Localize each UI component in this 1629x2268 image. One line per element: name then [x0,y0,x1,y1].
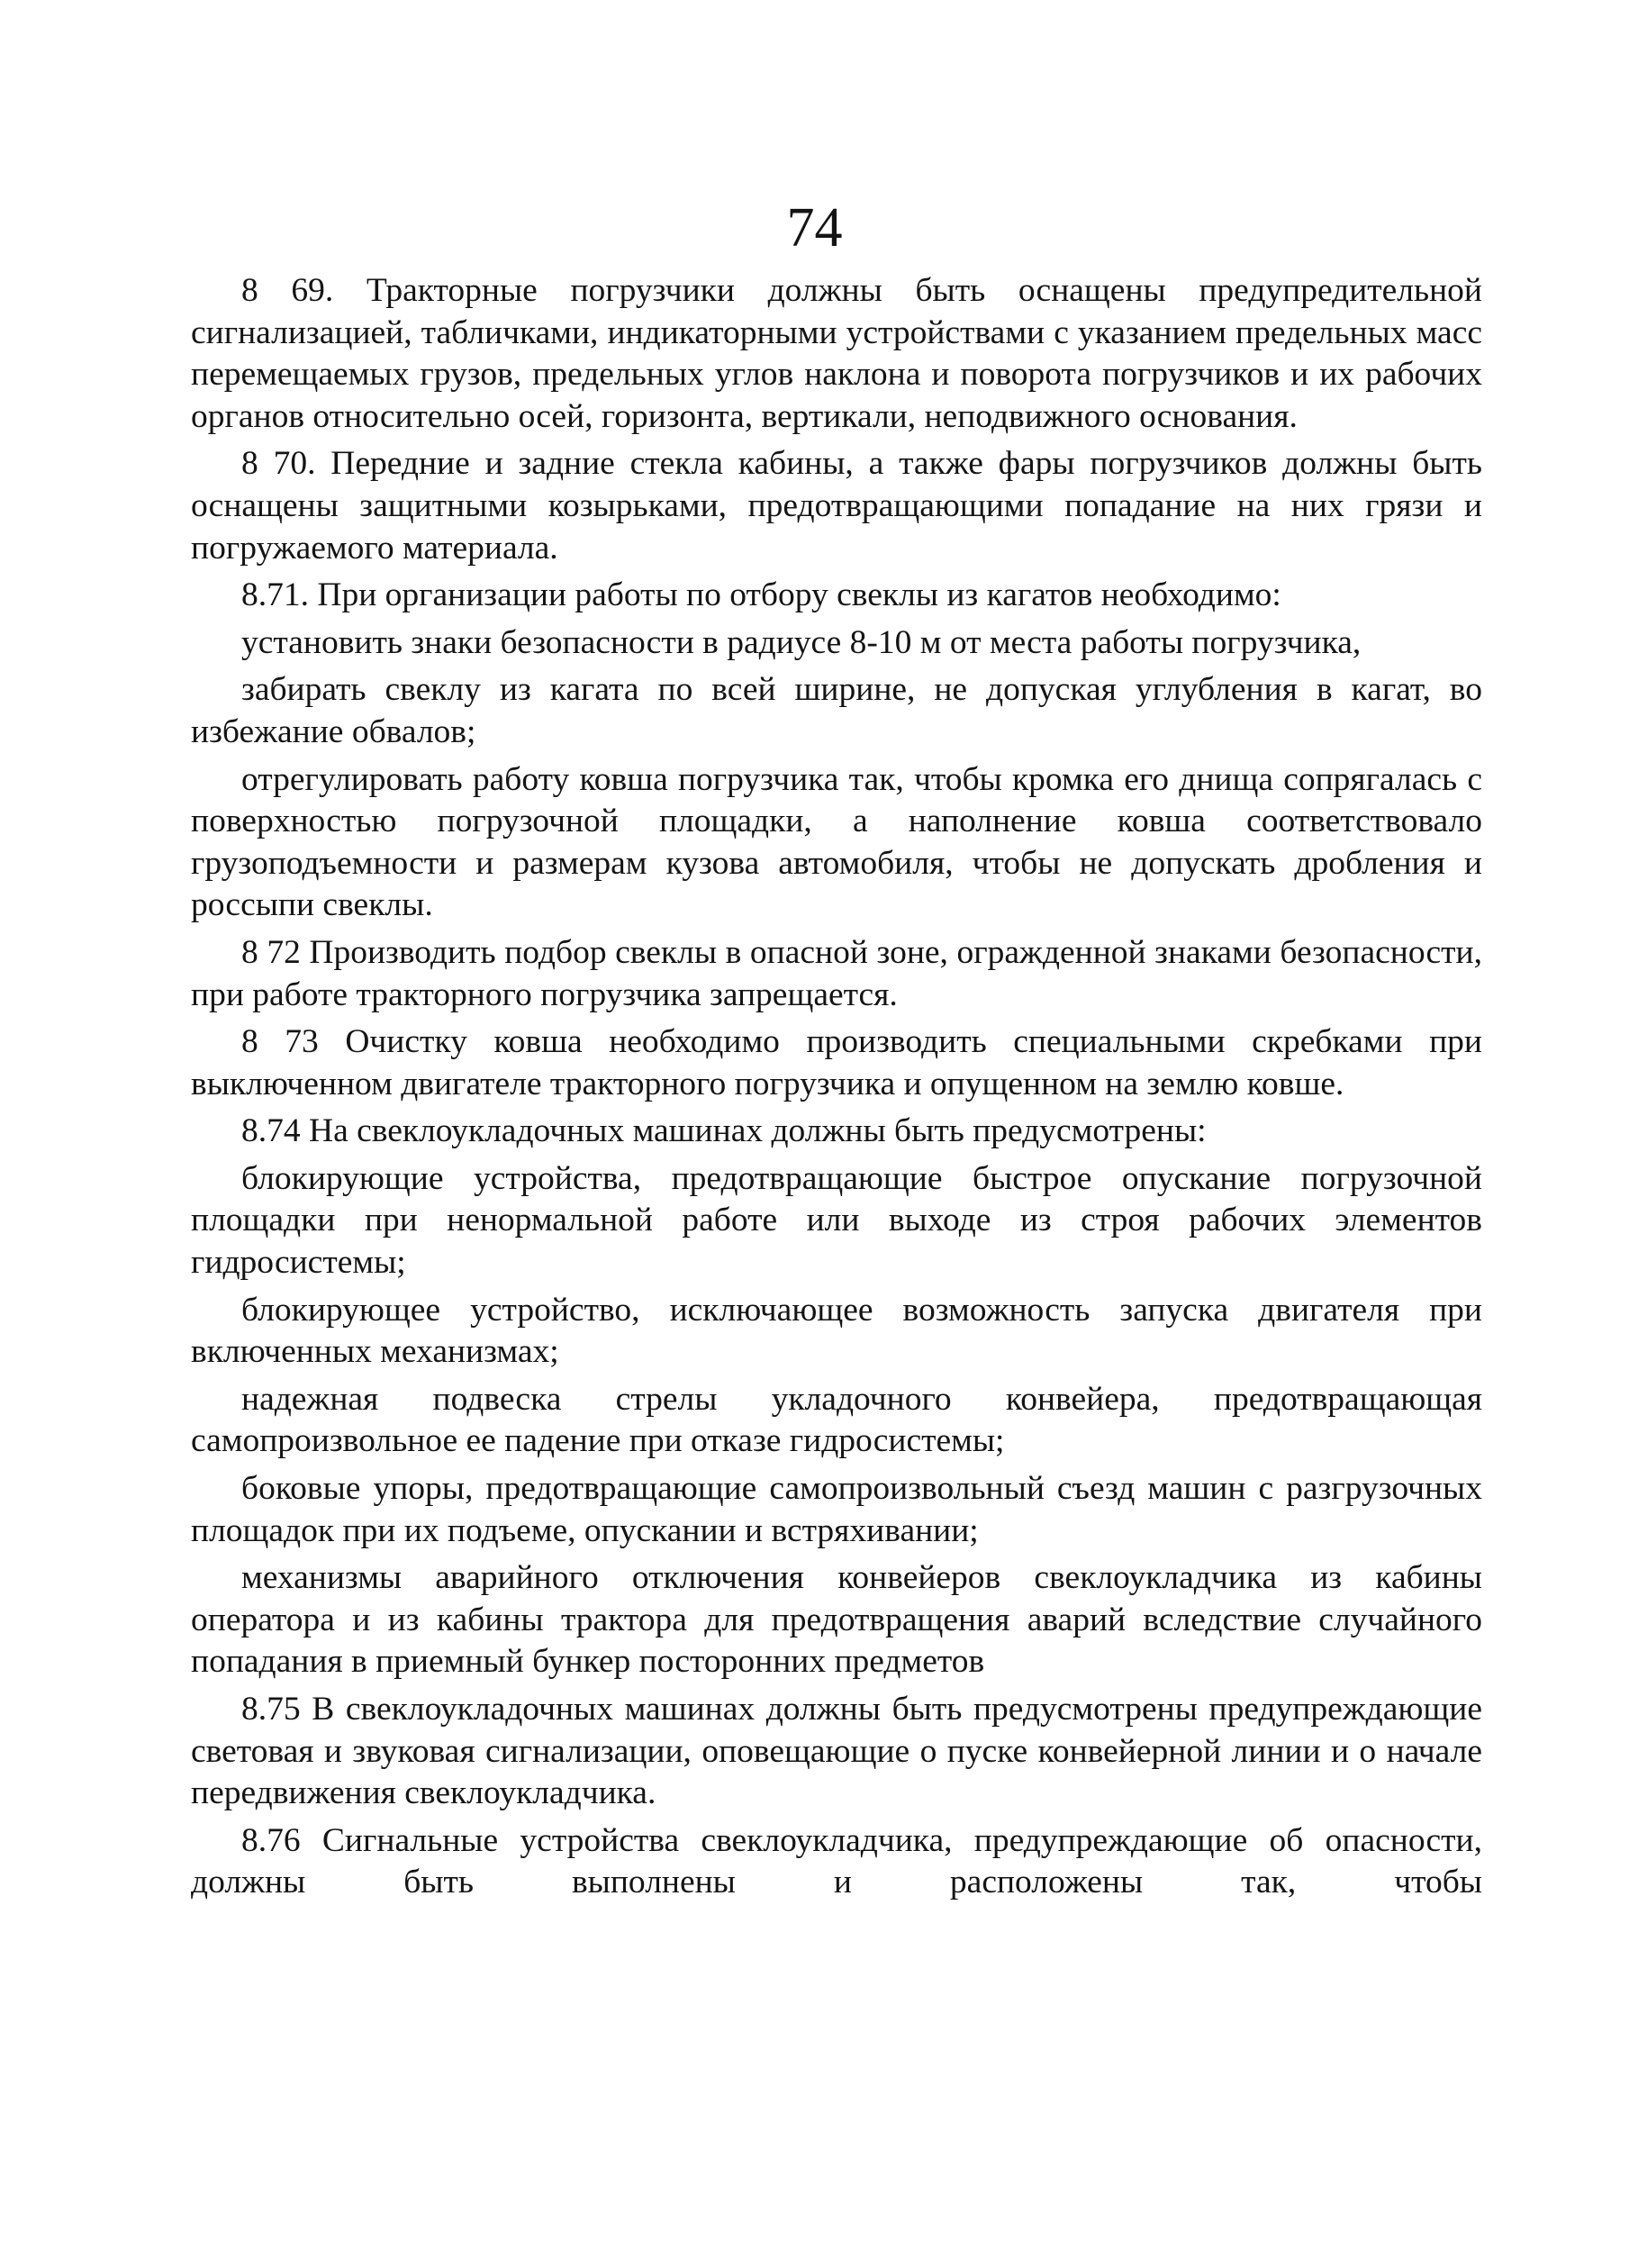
list-item-adjust-bucket: отрегулировать работу ковша погрузчика так, чтобы кромка его днища сопрягалась с поверхностью погрузочной площадки, а наполнение ковша соответствовало грузоподъемности и размерам кузова автомобиля, чтобы не допускать дробления и россыпи свеклы. [191,760,1482,924]
paragraph-8-72: 8 72 Производить подбор свеклы в опасной зоне, огражденной знаками безопасности, при работе тракторного погрузчика запрещается. [191,933,1482,1013]
list-item-engine-lock: блокирующее устройство, исключающее возможность запуска двигателя при включенных механизмах; [191,1291,1482,1371]
page-body [191,270,1482,1910]
paragraph-8-73: 8 73 Очистку ковша необходимо производить специальными скребками при выключенном двигателе тракторного погрузчика и опущенном на землю ковше. [191,1023,1482,1102]
paragraph-8-71: 8.71. При организации работы по отбору свеклы из кагатов необходимо: [241,576,1281,614]
list-item-signs: установить знаки безопасности в радиусе 8-10 м от места работы погрузчика, [241,623,1362,661]
list-item-emergency-shutdown: механизмы аварийного отключения конвейеров свеклоукладчика из кабины оператора и из кабины трактора для предотвращения аварий вследствие случайного попадания в приемный бункер посторонних предметов [191,1559,1482,1681]
paragraph-8-76: 8.76 Сигнальные устройства свеклоукладчика, предупреждающие об опасности, должны быть выполнены и расположены так, чтобы [191,1821,1482,1901]
paragraph-8-69: 8 69. Тракторные погрузчики должны быть оснащены предупредительной сигнализацией, табличками, индикаторными устройствами с указанием предельных масс перемещаемых грузов, предельных углов наклона и поворота погрузчиков и их рабочих органов относительно осей, горизонта, вертикали, неподвижного основания. [191,272,1482,435]
list-item-take-beet: забирать свеклу из кагата по всей ширине, не допуская углубления в кагат, во избежание обвалов; [191,671,1482,750]
paragraph-8-75: 8.75 В свеклоукладочных машинах должны быть предусмотрены предупреждающие световая и звуковая сигнализации, оповещающие о пуске конвейерной линии и о начале передвижения свеклоукладчика. [191,1691,1482,1812]
list-item-side-stops: боковые упоры, предотвращающие самопроизвольный съезд машин с разгрузочных площадок при их подъеме, опускании и встряхивании; [191,1470,1482,1549]
list-item-blocking-devices: блокирующие устройства, предотвращающие быстрое опускание погрузочной площадки при ненормальной работе или выходе из строя рабочих элементов гидросистемы; [191,1159,1482,1282]
paragraph-8-70: 8 70. Передние и задние стекла кабины, а также фары погрузчиков должны быть оснащены защитными козырьками, предотвращающими попадание на них грязи и погружаемого материала. [191,445,1482,567]
paragraph-8-74: 8.74 На свеклоукладочных машинах должны быть предусмотрены: [241,1112,1207,1150]
page-number: 74 [786,197,843,259]
list-item-boom-suspension: надежная подвеска стрелы укладочного конвейера, предотвращающая самопроизвольное ее падение при отказе гидросистемы; [191,1380,1482,1460]
